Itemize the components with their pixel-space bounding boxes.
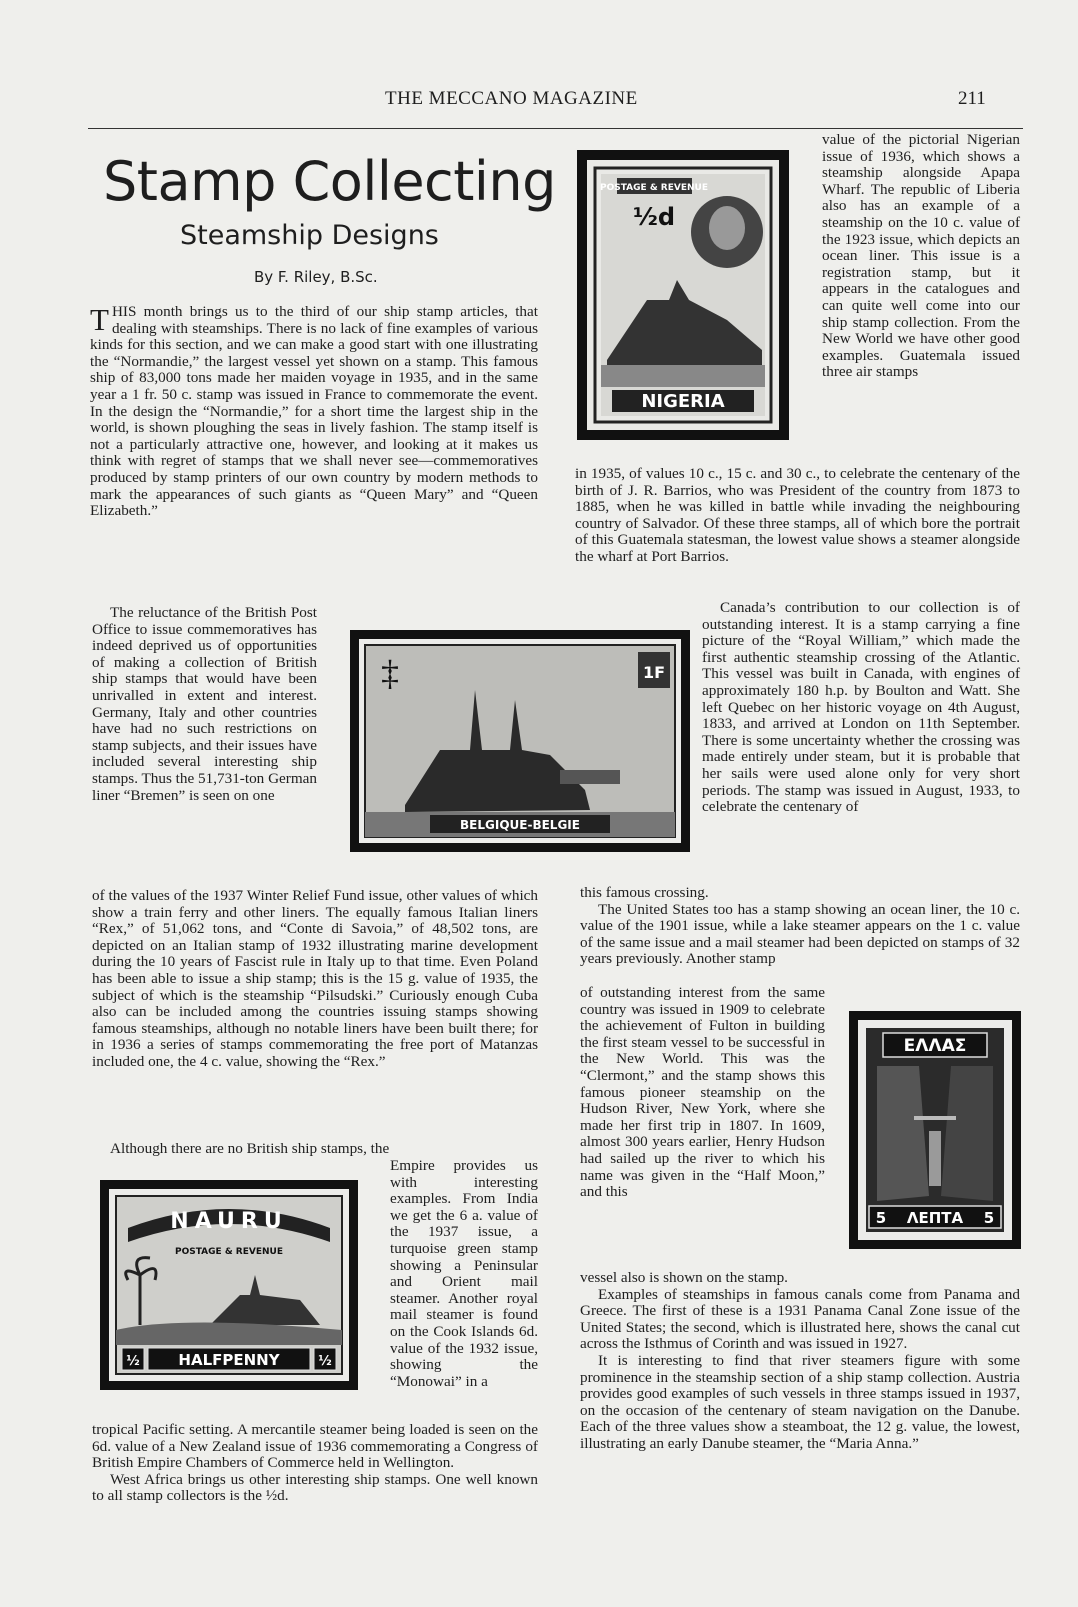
greece-stamp-country: ΕΛΛΑΣ — [903, 1036, 967, 1056]
right-para-5-text: It is interesting to find that river steamers figure with some prominence in the steamship section of a ship stamp collection. Austria provides good examples of such vessels in three stamps issued in 1937, on the occasion of the centenary of steam navigation on the Danube. Each of the three values show a steamboat, the 12 g. value, the lowest, illustrating an early Danube steamer, the “Maria Anna.” — [580, 1351, 1020, 1452]
cross-of-lorraine-icon: ‡ — [381, 653, 399, 693]
left-para-2-cont-text: of the values of the 1937 Winter Relief Fund issue, other values of which show a train ferry and other liners. The equally famous Italian liners “Rex,” of 51,062 tons, and “Conte di Savoia,” of 48,502 tons, are depicted on an Italian stamp of 1932 illustrating marine development during the 10 years of Fascist rule in Italy up to that time. Even Poland has been able to issue a ship stamp; this is the 15 g. value of 1935, the subject of which is the steamship “Pilsudski.” Curiously enough Cuba also can be included among the countries issuing stamps showing famous steamships, although no notable liners have been built there; for in 1936 a series of stamps commemorating the free port of Matanzas included one, the 4 c. value, showing the “Rex.” — [92, 887, 538, 1070]
belgium-stamp-country: BELGIQUE-BELGIE — [460, 818, 580, 832]
right-para-2-cont-text: this famous crossing. — [580, 884, 709, 901]
greece-stamp-value-left: 5 — [875, 1209, 887, 1227]
nauru-stamp-value: HALFPENNY — [178, 1351, 280, 1369]
right-para-3-text: The United States too has a stamp showing an ocean liner, the 10 c. value of the 1901 issue, while a lake steamer appears on the 1 c. value of the same issue and a mail steamer had been depicted on stamps of 32 years previously. Another stamp — [580, 900, 1020, 968]
left-para-1 — [90, 304, 538, 520]
right-para-2-text: Canada’s contribution to our collection is of outstanding interest. It is a stamp carrying a fine picture of the “Royal William,” which made the first authentic steamship crossing of the Atlantic. This vessel was built in Canada, with engines of approximately 180 h.p. by Boulton and Watt. She left Quebec on her historic voyage on 4th August, 1833, and arrived at London on 11th September. There is some uncertainty whether the crossing was made entirely under steam, but it is probable that her sails were used alone only for very short periods. The stamp was issued in August, 1933, to celebrate the centenary of — [702, 599, 1020, 816]
left-para-1-text: HIS month brings us to the third of our ship stamp articles, that dealing with steamships. There is no lack of fine examples of various kinds for this section, and we can make a good start with one illustrating the “Normandie,” the largest vessel yet shown on a stamp. This famous ship of 83,000 tons made her maiden voyage in 1935, and in the same year a 1 fr. 50 c. stamp was issued in France to commemorate the event. In the design the “Normandie,” for a short time the largest ship in the world, is shown ploughing the seas in lively fashion. The stamp itself is not a particularly attractive one, however, and looking at it makes us think with regret of stamps that we shall never see—commemoratives produced by stamp printers of our own country by modern methods to mark the appearances of such giants as “Queen Mary” and “Queen Elizabeth.” — [90, 303, 538, 520]
left-para-3-start-text: Although there are no British ship stamps, the — [110, 1140, 390, 1157]
belgium-stamp-value: 1F — [642, 663, 666, 682]
greece-stamp — [849, 1011, 1021, 1249]
right-para-4-text: Examples of steamships in famous canals come from Panama and Greece. The first of these is a 1931 Panama Canal Zone issue of the United States; the second, which is illustrated here, shows the canal cut across the Isthmus of Corinth and was issued in 1927. — [580, 1285, 1020, 1353]
nigeria-stamp-value: ½d — [633, 203, 676, 231]
nigeria-stamp-country: NIGERIA — [641, 391, 725, 412]
nauru-stamp-fraction-left: ½ — [126, 1354, 140, 1369]
nauru-stamp — [100, 1180, 358, 1390]
article-byline: By F. Riley, B.Sc. — [254, 268, 378, 286]
right-para-3-narrow-text: of outstanding interest from the same country was issued in 1909 to celebrate the achievement of Fulton in building the first steam vessel to be successful in the New World. This was the “Clermont,” and the stamp shows this famous pioneer steamship on the Hudson River, New York, where she made her first trip in 1807. In 1609, almost 300 years earlier, Henry Hudson had sailed up the river to which his name was given in the “Half Moon,” and this — [580, 984, 825, 1201]
left-para-3-cont — [92, 1422, 538, 1505]
left-para-3-cont-text: tropical Pacific setting. A mercantile steamer being loaded is seen on the 6d. value of a New Zealand issue of 1936 commemorating a Congress of British Empire Chambers of Commerce held in Wellington. — [92, 1421, 538, 1472]
left-para-3-start — [92, 1141, 538, 1158]
greece-stamp-value-word: ΛΕΠΤΑ — [906, 1209, 964, 1227]
header-rule — [88, 128, 1023, 129]
nigeria-stamp-top-label: POSTAGE & REVENUE — [600, 183, 708, 193]
right-para-2 — [702, 600, 1020, 816]
left-para-2-text: The reluctance of the British Post Office to issue commemoratives has indeed deprived us of opportunities of making a collection of British ship stamps that would have been unrivalled in extent and interest. Germany, Italy and other countries have had no such restrictions on stamp subjects, and their issues have included several interesting ship stamps. Thus the 51,731-ton German liner “Bremen” is seen on one — [92, 604, 317, 804]
left-para-4-text: West Africa brings us other interesting ship stamps. One well known to all stamp collectors is the ½d. — [92, 1470, 538, 1505]
left-para-3-narrow — [390, 1158, 538, 1390]
right-para-2-cont — [580, 885, 1020, 968]
article-title: Stamp Collecting — [103, 150, 556, 213]
nauru-stamp-top-label: POSTAGE & REVENUE — [175, 1247, 283, 1257]
nigeria-stamp — [577, 150, 789, 440]
drop-cap: T — [90, 302, 109, 337]
right-para-1-cont-text: in 1935, of values 10 c., 15 c. and 30 c., to celebrate the centenary of the birth of J. R. Barrios, who was President of the country from 1873 to 1885, when he was killed in battle while invading the neighbouring country of Salvador. Of these three stamps, all of which bore the portrait of this Guatemala statesman, the lowest value shows a steamer alongside the wharf at Port Barrios. — [575, 465, 1020, 565]
right-para-3-cont-text: vessel also is shown on the stamp. — [580, 1269, 788, 1286]
right-para-3-cont — [580, 1270, 1020, 1453]
greece-stamp-value-right: 5 — [983, 1209, 995, 1227]
right-para-1 — [822, 132, 1020, 381]
magazine-title: THE MECCANO MAGAZINE — [385, 88, 638, 109]
belgium-stamp — [350, 630, 690, 852]
right-para-1-text: value of the pictorial Nigerian issue of 1936, which shows a steamship alongside Apapa Wharf. The republic of Liberia also has an example of a steamship on the 10 c. value of the 1923 issue, which depicts an ocean liner. This issue is a registration stamp, but it appears in the catalogues and can quite well come into our ship stamp collection. From the New World we have other good examples. Guatemala issued three air stamps — [822, 131, 1020, 381]
right-para-3-narrow — [580, 985, 825, 1201]
left-para-2 — [92, 605, 317, 804]
left-para-2-cont — [92, 888, 538, 1071]
article-subtitle: Steamship Designs — [180, 220, 439, 251]
nauru-stamp-fraction-right: ½ — [318, 1354, 332, 1369]
right-para-1-cont — [575, 466, 1020, 566]
page-number: 211 — [958, 88, 986, 109]
left-para-3-narrow-text: Empire provides us with interesting examples. From India we get the 6 a. value of the 1937 issue, a turquoise green stamp showing a Peninsular and Orient mail steamer. Another royal mail steamer is found on the Cook Islands 6d. value of the 1932 issue, showing the “Monowai” in a — [390, 1157, 538, 1390]
nauru-stamp-country: NAURU — [170, 1209, 288, 1234]
